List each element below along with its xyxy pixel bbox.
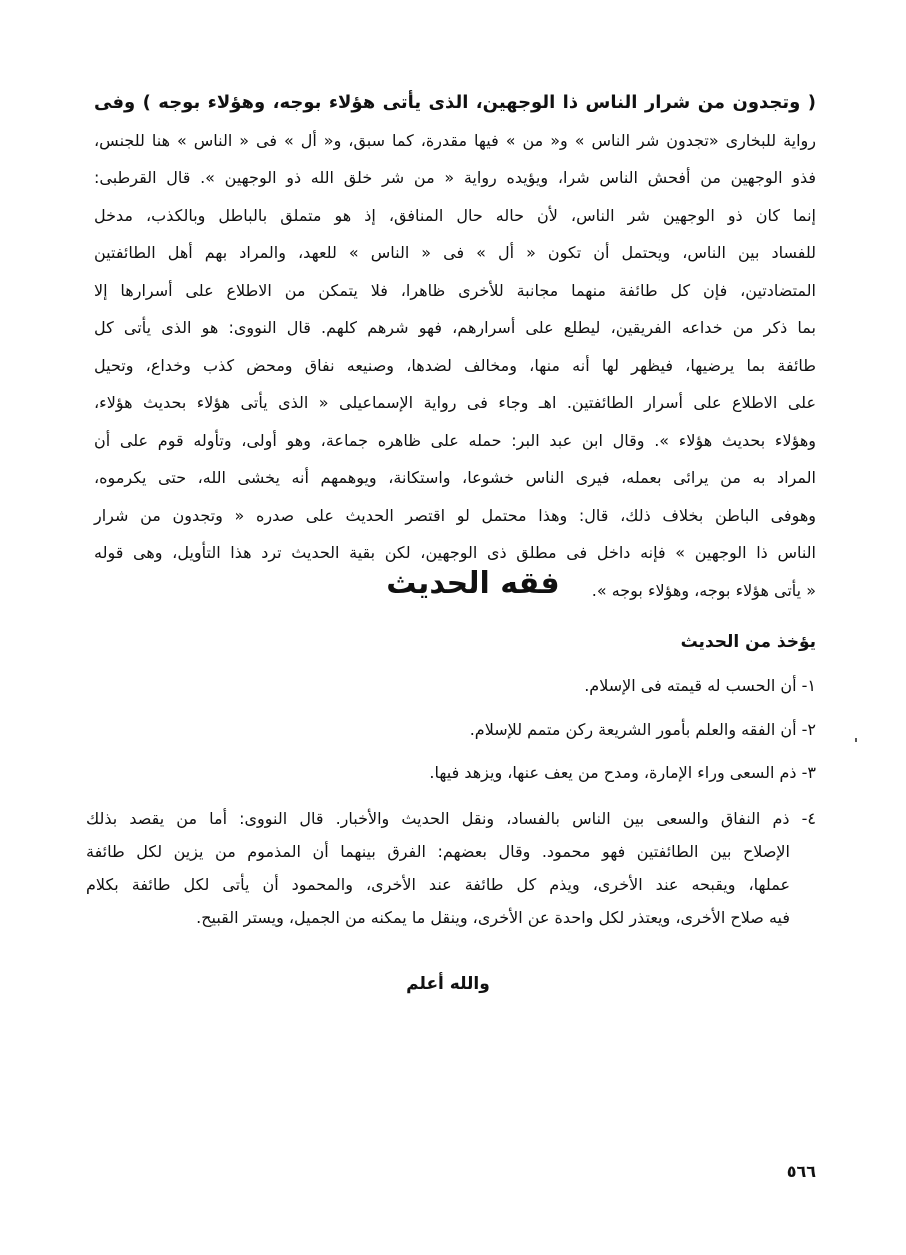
list-item: ٣- ذم السعى وراء الإمارة، ومدح من يعف عنها، ويزهد فيها. [429,763,816,782]
paragraph-line: طائفة بما يرضيها، فيظهر لها أنه منها، ومخالف لضدها، وصنيعه نفاق ومحض كذب وخداع، وتحيل [94,355,816,375]
paragraph-line: المراد به من يرائى بعمله، فيرى الناس خشوعا، واستكانة، ويوهمهم أنه يخشى الله، حتى يكرموه، [94,468,816,487]
paragraph-line: للفساد بين الناس، ويحتمل أن تكون « أل » فى « الناس » للعهد، والمراد بهم أهل الطائفتين [94,243,816,262]
paragraph-line: على الاطلاع على أسرار الطائفتين. اهـ وجاء فى رواية الإسماعيلى « الذى يأتى هؤلاء بحديث هؤلاء، [94,393,816,412]
paragraph-line: فذو الوجهين من أفحش الناس شرا، ويؤيده رواية « من شر خلق الله ذو الوجهين ». قال القرطبى: [94,168,816,187]
list-item-line: الإصلاح بين الطائفتين فهو محمود. وقال بعضهم: الفرق بينهما أن المذموم من يزين لكل طائفة [86,842,790,861]
paragraph-line: ( وتجدون من شرار الناس ذا الوجهين، الذى يأتى هؤلاء بوجه، وهؤلاء بوجه ) وفى [94,92,816,113]
paragraph-line: وهؤلاء بحديث هؤلاء ». وقال ابن عبد البر: حمله على ظاهره جماعة، وهو أولى، وتأوله قوم على أن [94,430,816,450]
paragraph-line: وهوفى الباطن بخلاف ذلك، قال: وهذا محتمل لو اقتصر الحديث على صدره « وتجدون من شرار [94,505,816,525]
list-item-line: ٤- ذم النفاق والسعى بين الناس بالفساد، ونقل الحديث والأخبار. قال النووى: أما من يقصد بذلك [86,809,816,828]
commentary-paragraph [94,84,816,609]
paragraph-line: بما ذكر من خداعه الفريقين، ليطلع على أسرارهم، فهو شرهم كلهم. قال النووى: هو الذى يأتى كل [94,318,816,337]
closing-phrase-text: والله أعلم [406,974,490,994]
section-title-text: فقه الحديث [386,566,560,601]
list-item [86,802,816,934]
closing-phrase [0,974,906,994]
list-item-line: فيه صلاح الأخرى، ويعتذر لكل واحدة عن الأخرى، وينقل ما يمكنه من الجميل، ويستر القبيح. [196,908,790,927]
paragraph-line: « يأتى هؤلاء بوجه، وهؤلاء بوجه ». [591,580,816,600]
section-title [0,566,906,601]
list-item: ١- أن الحسب له قيمته فى الإسلام. [584,676,816,695]
list-item: ٢- أن الفقه والعلم بأمور الشريعة ركن متمم للإسلام. [469,720,816,739]
paragraph-line: إنما كان ذو الوجهين شر الناس، لأن حاله حال المنافق، إذ هو متملق بالباطل وبالكذب، مدخل [94,205,816,225]
paragraph-line: المتضادتين، فإن كل طائفة منهما مجانبة للأخرى ظاهرا، فلا يتمكن من الاطلاع على أسرارها إلا [94,280,816,300]
list-item-line: عملها، ويقبحه عند الأخرى، ويذم كل طائفة عند الأخرى، والمحمود أن يأتى لكل طائفة بكلام [86,875,790,894]
page-number: ٥٦٦ [786,1162,816,1181]
scan-speck [855,738,857,742]
paragraph-line: الناس ذا الوجهين » فإنه داخل فى مطلق ذى الوجهين، لكن بقية الحديث ترد هذا التأويل، وهى قوله [94,543,816,562]
paragraph-line: رواية للبخارى «تجدون شر الناس » و« من » فيها مقدرة، كما سبق، و« أل » فى « الناس » هنا للجنس، [94,130,816,150]
subheading: يؤخذ من الحديث [680,632,816,652]
